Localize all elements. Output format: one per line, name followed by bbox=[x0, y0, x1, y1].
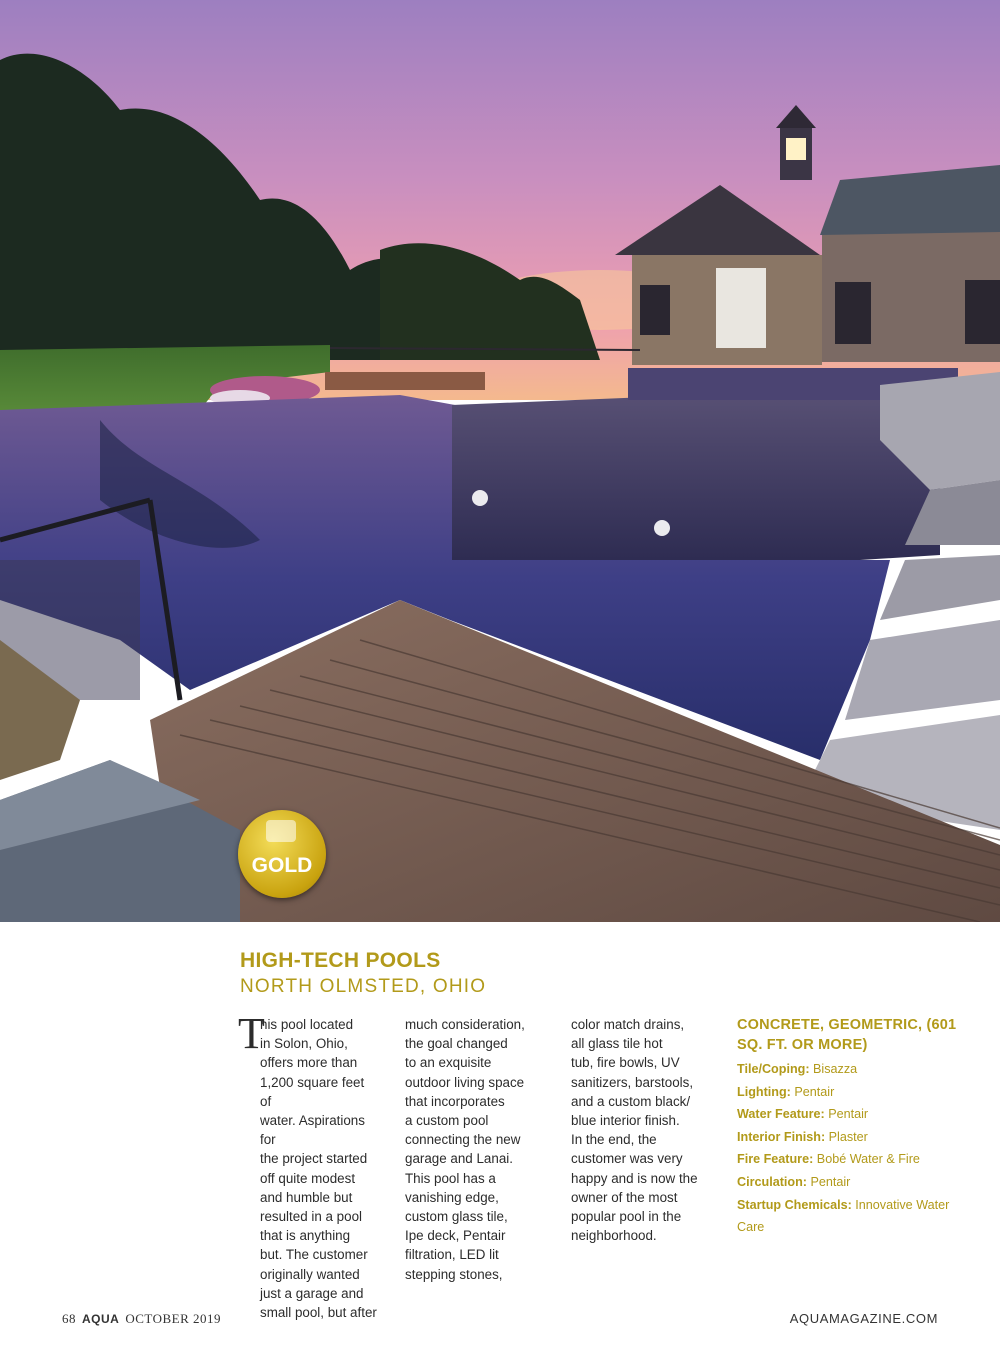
spec-value: Pentair bbox=[828, 1107, 869, 1122]
spec-label: Interior Finish: bbox=[737, 1129, 826, 1144]
drop-cap: T bbox=[238, 1009, 265, 1058]
spec-label: Tile/Coping: bbox=[737, 1062, 810, 1076]
page-footer-left bbox=[62, 1311, 221, 1327]
spec-value: Pentair bbox=[810, 1174, 851, 1189]
body-column-1 bbox=[238, 1015, 378, 1322]
badge-label: GOLD bbox=[251, 854, 313, 877]
spec-row bbox=[737, 1171, 957, 1194]
spec-label: Lighting: bbox=[737, 1084, 791, 1099]
body-column-3: color match drains, all glass tile hot tub, fire bowls, UV sanitizers, barstools, and a custom black/ blue interior finish. In the end, the customer was very happy and is now the owner of the most popular pool in the neighborhood. bbox=[571, 1017, 698, 1244]
spec-value: Bisazza bbox=[813, 1062, 858, 1076]
spec-row bbox=[737, 1194, 957, 1239]
spec-value: Innovative Water Care bbox=[737, 1197, 950, 1235]
page-number: 68 bbox=[62, 1311, 76, 1326]
gold-award-badge bbox=[238, 810, 326, 898]
spec-row bbox=[737, 1058, 957, 1081]
spec-label: Water Feature: bbox=[737, 1107, 825, 1122]
spec-row bbox=[737, 1126, 957, 1149]
spec-value: Plaster bbox=[828, 1129, 868, 1144]
spec-label: Circulation: bbox=[737, 1174, 807, 1189]
spec-sidebar bbox=[737, 1015, 957, 1239]
article-headline: HIGH-TECH POOLS bbox=[240, 949, 441, 972]
website-url[interactable]: AQUAMAGAZINE.COM bbox=[789, 1311, 938, 1326]
spec-row bbox=[737, 1148, 957, 1171]
body-column-2: much consideration, the goal changed to an exquisite outdoor living space that incorporates a custom pool connecting the new garage and Lanai. This pool has a vanishing edge, custom glass tile, Ipe deck, Pentair filtration, LED lit stepping stones, bbox=[405, 1017, 525, 1282]
spec-title: CONCRETE, GEOMETRIC, (601 SQ. FT. OR MORE) bbox=[737, 1017, 957, 1053]
spec-label: Fire Feature: bbox=[737, 1152, 814, 1167]
issue-date: OCTOBER 2019 bbox=[125, 1311, 222, 1326]
spec-value: Pentair bbox=[794, 1084, 835, 1099]
spec-value: Bobé Water & Fire bbox=[816, 1152, 920, 1167]
award-seal-icon bbox=[266, 820, 296, 842]
col1-text: his pool located in Solon, Ohio, offers more than 1,200 square feet of water. Aspirations for the project started off quite modest and humble but resulted in a pool that is anything but. The customer originally wanted just a garage and small pool, but after bbox=[260, 1017, 377, 1321]
magazine-name: AQUA bbox=[82, 1312, 120, 1326]
spec-row bbox=[737, 1103, 957, 1126]
spec-row bbox=[737, 1081, 957, 1104]
article-location: NORTH OLMSTED, OHIO bbox=[240, 976, 487, 997]
spec-label: Startup Chemicals: bbox=[737, 1197, 852, 1212]
